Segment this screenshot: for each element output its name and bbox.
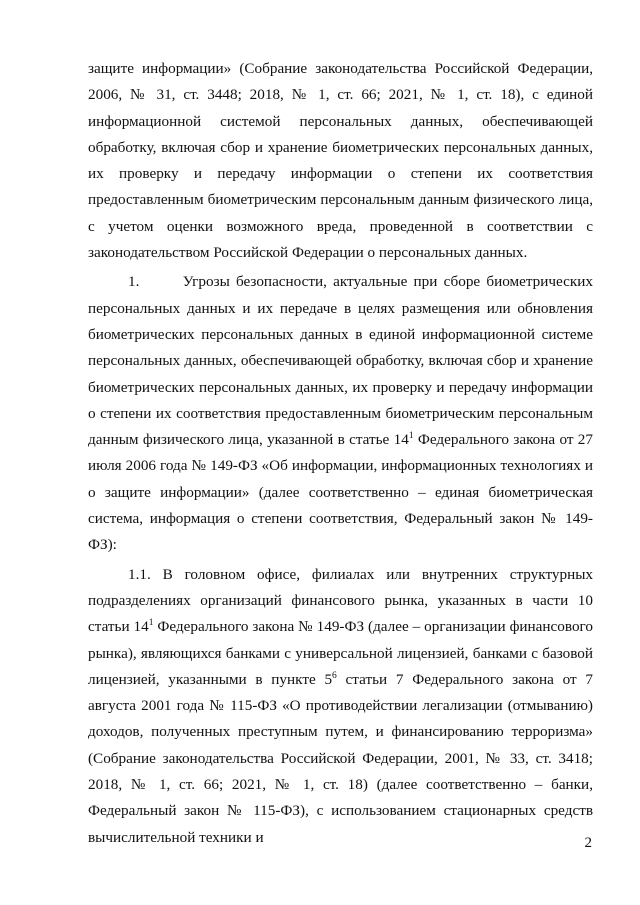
paragraph-text: Федерального закона от 27 июля 2006 года № 149-ФЗ «Об информации, информационных технологиях и о защите информации» (далее соответственно – единая биометрическая система, информация о степени соответствия, Федеральный закон № 149-ФЗ): [88,431,593,554]
paragraph-subitem-1-1 [88,562,593,851]
page-number: 2 [584,835,592,851]
paragraph-text: Федерального закона № 149-ФЗ (далее – организации финансового рынка), являющихся банками с универсальной лицензией, банками с базовой лицензией, указанными в пункте 5 [88,618,593,688]
paragraph-text: Угрозы безопасности, актуальные при сборе биометрических персональных данных и их передаче в целях размещения или обновления биометрических персональных данных в единой информационной системе персональных данных, обеспечивающей обработку, включая сбор и хранение биометрических персональных данных, их проверку и передачу информации о степени их соответствия предоставленным биометрическим персональным данным физического лица, указанной в статье 14 [88,273,594,449]
superscript: 6 [332,670,337,681]
superscript: 1 [148,618,154,629]
superscript: 1 [408,431,414,442]
paragraph-threats [88,269,593,558]
paragraph-text: 1.1. В головном офисе, филиалах или внутренних структурных подразделениях организаций финансового рынка, указанных в части 10 статьи 14 [88,565,593,636]
paragraph-text: статьи 7 Федерального закона от 7 августа 2001 года № 115-ФЗ «О противодействии легализации (отмыванию) доходов, полученных преступным путем, и финансированию терроризма» (Собрание законодательства Российской Федерации, 2001, № 33, ст. 3418; 2018, № 1, ст. 66; 2021, № 1, ст. 18) (далее соответственно – банки, Федеральный закон № 115-ФЗ), с использованием стационарных средств вычислительной техники и [88,670,593,846]
document-body [88,56,593,851]
paragraph-continuation: защите информации» (Собрание законодательства Российской Федерации, 2006, № 31, ст. 3448; 2018, № 1, ст. 66; 2021, № 1, ст. 18), с единой информационной системой персональных данных, обеспечивающей обработку, включая сбор и хранение биометрических персональных данных, их проверку и передачу информации о степени их соответствия предоставленным биометрическим персональным данным физического лица, с учетом оценки возможного вреда, проведенной в соответствии с законодательством Российской Федерации о персональных данных. [88,60,593,262]
paragraph-number: 1. [128,273,140,291]
